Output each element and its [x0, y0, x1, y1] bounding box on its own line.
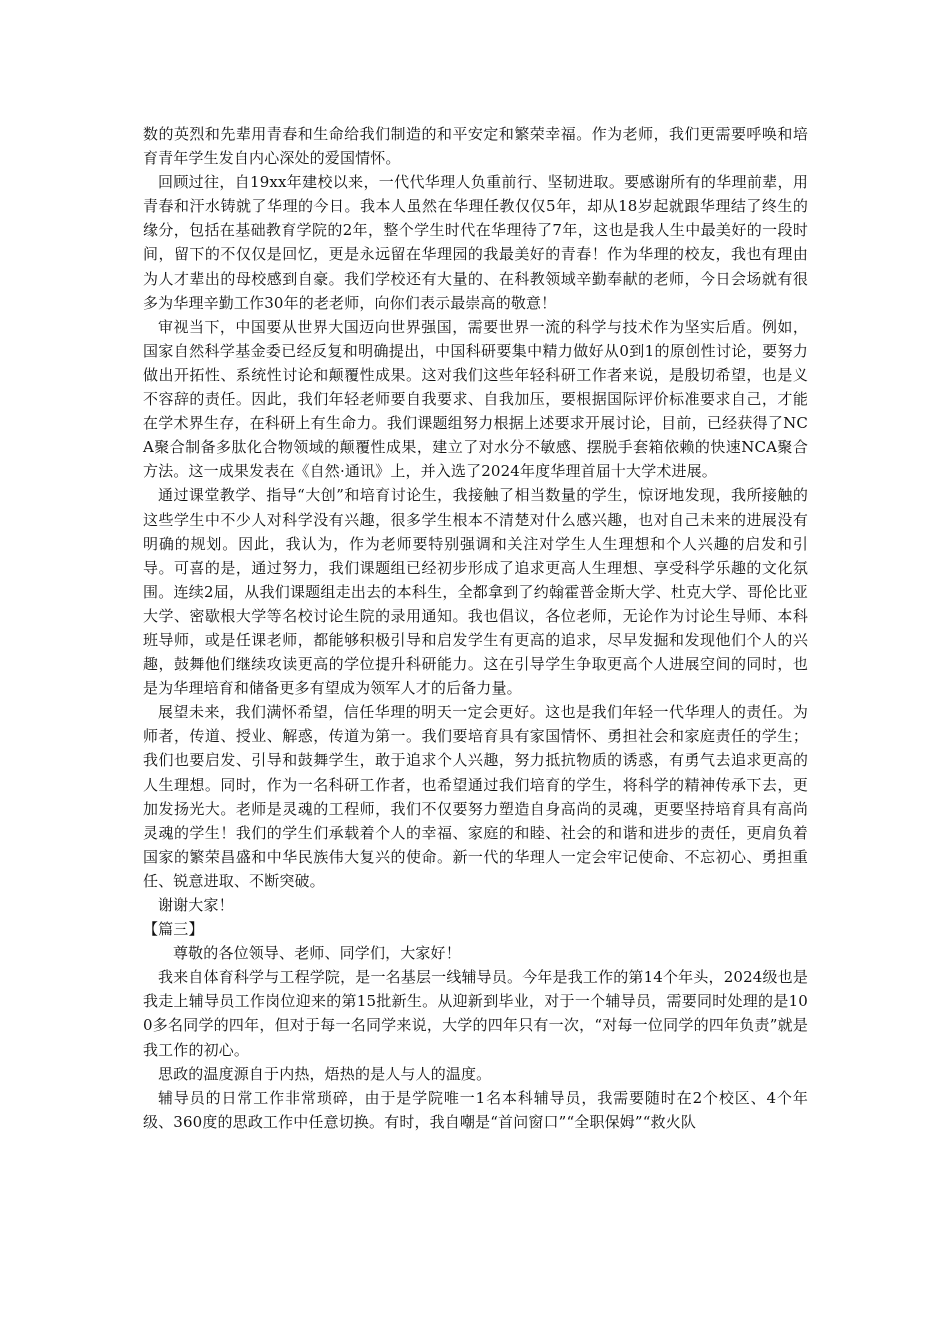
paragraph-11: 辅导员的日常工作非常琐碎，由于是学院唯一1名本科辅导员，我需要随时在2个校区、4个年级、360度的思政工作中任意切换。有时，我自嘲是“首问窗口”“全职保姆”“救火队	[143, 1088, 808, 1131]
closing-thanks: 谢谢大家！	[158, 896, 234, 914]
section-heading: 【篇三】	[143, 920, 204, 939]
paragraph-1: 数的英烈和先辈用青春和生命给我们制造的和平安定和繁荣幸福。作为老师，我们更需要呼唤和培育青年学生发自内心深处的爱国情怀。	[143, 125, 808, 168]
paragraph-10: 思政的温度源自于内热，焐热的是人与人的温度。	[158, 1064, 492, 1083]
salutation: 尊敬的各位领导、老师、同学们，大家好！	[173, 944, 461, 963]
document-page	[143, 122, 808, 1134]
paragraph-4: 通过课堂教学、指导“大创”和培育讨论生，我接触了相当数量的学生，惊讶地发现，我所接触的这些学生中不少人对科学没有兴趣，很多学生根本不清楚对什么感兴趣，也对自己未来的进展没有明确的规划。因此，我认为，作为老师要特别强调和关注对学生人生理想和个人兴趣的启发和引导。可喜的是，通过努力，我们课题组已经初步形成了追求更高人生理想、享受科学乐趣的文化氛围。连续2届，从我们课题组走出去的本科生，全都拿到了约翰霍普金斯大学、杜克大学、哥伦比亚大学、密歇根大学等名校讨论生院的录用通知。我也倡议，各位老师，无论作为讨论生导师、本科班导师，或是任课老师，都能够积极引导和启发学生有更高的追求，尽早发掘和发现他们个人的兴趣，鼓舞他们继续攻读更高的学位提升科研能力。这在引导学生争取更高个人进展空间的同时，也是为华理培育和储备更多有望成为领军人才的后备力量。	[143, 486, 808, 698]
paragraph-2: 回顾过往，自19xx年建校以来，一代代华理人负重前行、坚韧进取。要感谢所有的华理前辈，用青春和汗水铸就了华理的今日。我本人虽然在华理任教仅仅5年，却从18岁起就跟华理结了终生的缘分，包括在基础教育学院的2年，整个学生时代在华理待了7年，这也是我人生中最美好的一段时间，留下的不仅仅是回忆，更是永远留在华理园的我最美好的青春！作为华理的校友，我也有理由为人才辈出的母校感到自豪。我们学校还有大量的、在科教领域辛勤奉献的老师，今日会场就有很多为华理辛勤工作30年的老老师，向你们表示最崇高的敬意！	[143, 173, 808, 312]
paragraph-3: 审视当下，中国要从世界大国迈向世界强国，需要世界一流的科学与技术作为坚实后盾。例如，国家自然科学基金委已经反复和明确提出，中国科研要集中精力做好从0到1的原创性讨论，要努力做出开拓性、系统性讨论和颠覆性成果。这对我们这些年轻科研工作者来说，是殷切希望，也是义不容辞的责任。因此，我们年轻老师要自我要求、自我加压，要根据国际评价标准要求自己，才能在学术界生存，在科研上有生命力。我们课题组努力根据上述要求开展讨论，目前，已经获得了NCA聚合制备多肽化合物领域的颠覆性成果，建立了对水分不敏感、摆脱手套箱依赖的快速NCA聚合方法。这一成果发表在《自然·通讯》上，并入选了2024年度华理首届十大学术进展。	[143, 317, 808, 481]
paragraph-5: 展望未来，我们满怀希望，信任华理的明天一定会更好。这也是我们年轻一代华理人的责任。为师者，传道、授业、解惑，传道为第一。我们要培育具有家国情怀、勇担社会和家庭责任的学生；我们也要启发、引导和鼓舞学生，敢于追求个人兴趣，努力抵抗物质的诱惑，有勇气去追求更高的人生理想。同时，作为一名科研工作者，也希望通过我们培育的学生，将科学的精神传承下去，更加发扬光大。老师是灵魂的工程师，我们不仅要努力塑造自身高尚的灵魂，更要坚持培育具有高尚灵魂的学生！我们的学生们承载着个人的幸福、家庭的和睦、社会的和谐和进步的责任，更肩负着国家的繁荣昌盛和中华民族伟大复兴的使命。新一代的华理人一定会牢记使命、不忘初心、勇担重任、锐意进取、不断突破。	[143, 703, 808, 890]
paragraph-9: 我来自体育科学与工程学院，是一名基层一线辅导员。今年是我工作的第14个年头，2024级也是我走上辅导员工作岗位迎来的第15批新生。从迎新到毕业，对于一个辅导员，需要同时处理的是100多名同学的四年，但对于每一名同学来说，大学的四年只有一次，“对每一位同学的四年负责”就是我工作的初心。	[143, 968, 808, 1059]
